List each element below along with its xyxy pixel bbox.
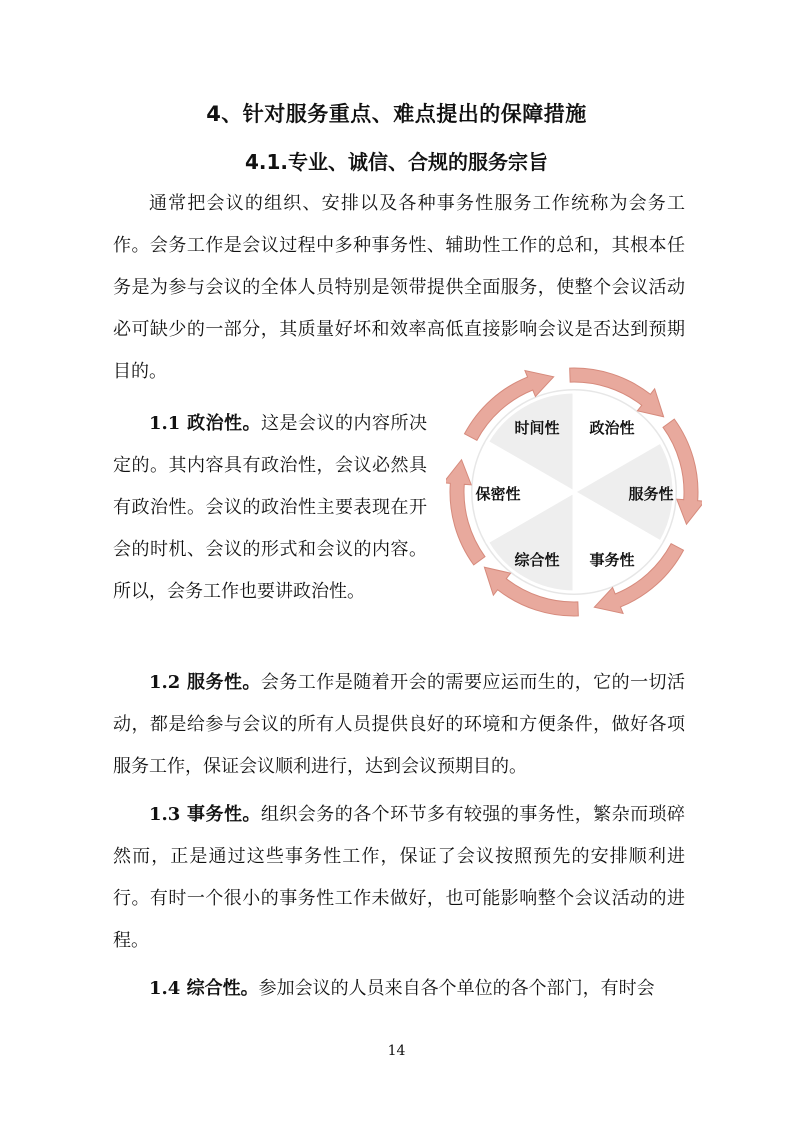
subsection-title: 4.1.专业、诚信、合规的服务宗旨 bbox=[244, 150, 549, 174]
segment-label-political: 政治性 bbox=[589, 419, 635, 437]
segment-label-timeliness: 时间性 bbox=[514, 419, 560, 437]
point-affairs bbox=[113, 794, 685, 962]
segment-label-comprehensive: 综合性 bbox=[514, 551, 560, 569]
intro-paragraph: 通常把会议的组织、安排以及各种事务性服务工作统称为会务工作。会务工作是会议过程中多种事务性、辅助性工作的总和，其根本任务是为参与会议的全体人员特别是领带提供全面服务，使整个会议活动必可缺少的一部分，其质量好坏和效率高低直接影响会议是否达到预期目的。 bbox=[113, 193, 685, 382]
point-body: 组织会务的各个环节多有较强的事务性，繁杂而琐碎然而，正是通过这些事务性工作，保证了会议按照预先的安排顺利进行。有时一个很小的事务性工作未做好，也可能影响整个会议活动的进程。 bbox=[113, 804, 685, 951]
point-body: 参加会议的人员来自各个单位的各个部门，有时会 bbox=[258, 978, 655, 999]
segment-label-service: 服务性 bbox=[628, 485, 674, 503]
point-body: 这是会议的内容所决定的。其内容具有政治性，会议必然具有政治性。会议的政治性主要表现在开会的时机、会议的形式和会议的内容。所以，会务工作也要讲政治性。 bbox=[113, 413, 427, 602]
point-political bbox=[113, 403, 427, 613]
point-lead: 1.3 事务性。 bbox=[149, 804, 261, 825]
page-number: 14 bbox=[387, 1043, 406, 1059]
point-comprehensive bbox=[113, 968, 685, 1010]
point-lead: 1.1 政治性。 bbox=[149, 413, 262, 434]
point-service bbox=[113, 662, 685, 788]
point-lead: 1.4 综合性。 bbox=[149, 978, 259, 999]
segment-label-affairs: 事务性 bbox=[589, 551, 635, 569]
segment-label-confidential: 保密性 bbox=[475, 485, 521, 503]
point-lead: 1.2 服务性。 bbox=[149, 672, 261, 693]
point-body: 会务工作是随着开会的需要应运而生的，它的一切活动，都是给参与会议的所有人员提供良好的环境和方便条件，做好各项服务工作，保证会议顺利进行，达到会议预期目的。 bbox=[113, 672, 685, 777]
cycle-diagram bbox=[446, 364, 702, 620]
section-title: 4、针对服务重点、难点提出的保障措施 bbox=[206, 102, 587, 126]
